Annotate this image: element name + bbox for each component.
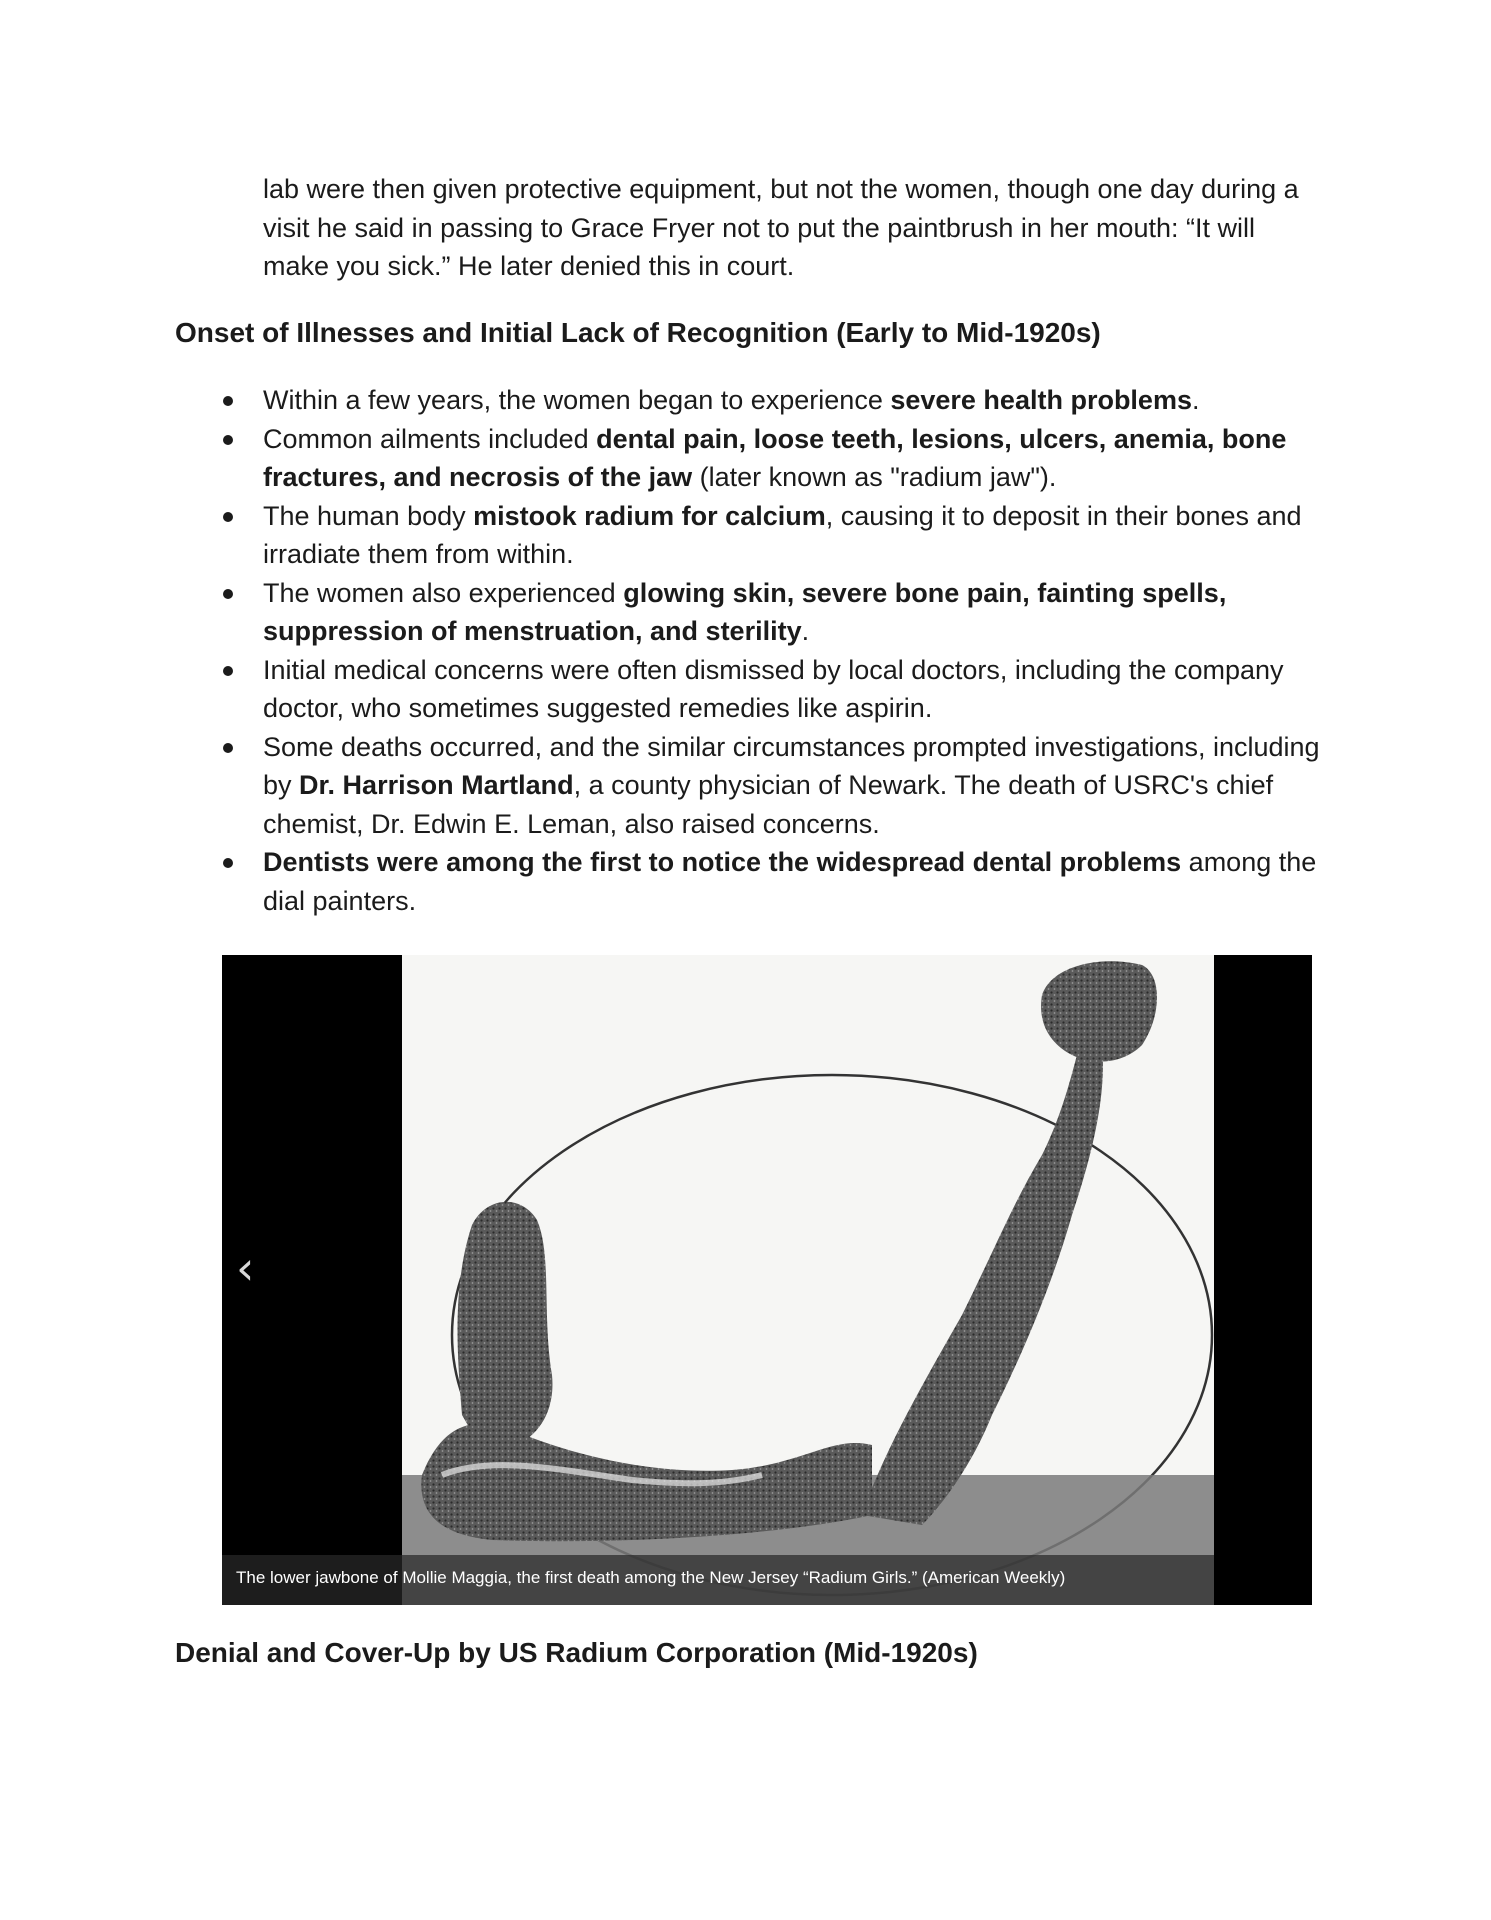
list-item: Dentists were among the first to notice the widespread dental problems among the dial painters. [263,843,1323,920]
section-heading-illnesses: Onset of Illnesses and Initial Lack of Recognition (Early to Mid-1920s) [175,317,1101,348]
bullet-icon [223,435,233,445]
bullet-icon [223,666,233,676]
jawbone-illustration [402,955,1214,1605]
jaw-right-ramus [862,1035,1103,1525]
list-item: The human body mistook radium for calcium, causing it to deposit in their bones and irradiate them from within. [263,497,1323,574]
illness-bullet-list [263,381,1323,920]
bullet-icon [223,858,233,868]
caption-bar [222,1555,1214,1605]
jawbone-image-figure [222,955,1312,1605]
bullet-icon [223,396,233,406]
jaw-left-ramus [458,1202,553,1451]
list-item: The women also experienced glowing skin, severe bone pain, fainting spells, suppression of menstruation, and sterility. [263,574,1323,651]
bullet-icon [223,589,233,599]
bullet-icon [223,512,233,522]
intro-paragraph: lab were then given protective equipment, but not the women, though one day during a visit he said in passing to Grace Fryer not to put the paintbrush in her mouth: “It will make you sick.” He later denied this in court. [263,174,1299,281]
image-caption: The lower jawbone of Mollie Maggia, the first death among the New Jersey “Radium Girls.” (American Weekly) [236,1568,1066,1587]
list-item: Within a few years, the women began to experience severe health problems. [263,381,1323,420]
list-item: Initial medical concerns were often dismissed by local doctors, including the company doctor, who sometimes suggested remedies like aspirin. [263,651,1323,728]
list-item: Some deaths occurred, and the similar circumstances prompted investigations, including by Dr. Harrison Martland, a county physician of Newark. The death of USRC's chief chemist, Dr. Edwin E. Leman, also raised concerns. [263,728,1323,844]
jaw-condyle [1041,961,1157,1061]
bullet-icon [223,743,233,753]
list-item: Common ailments included dental pain, loose teeth, lesions, ulcers, anemia, bone fractures, and necrosis of the jaw (later known as "radium jaw"). [263,420,1323,497]
section-heading-denial: Denial and Cover-Up by US Radium Corporation (Mid-1920s) [175,1637,978,1668]
chevron-left-icon[interactable]: ‹ [236,1241,255,1295]
jawbone-photo [402,955,1214,1605]
